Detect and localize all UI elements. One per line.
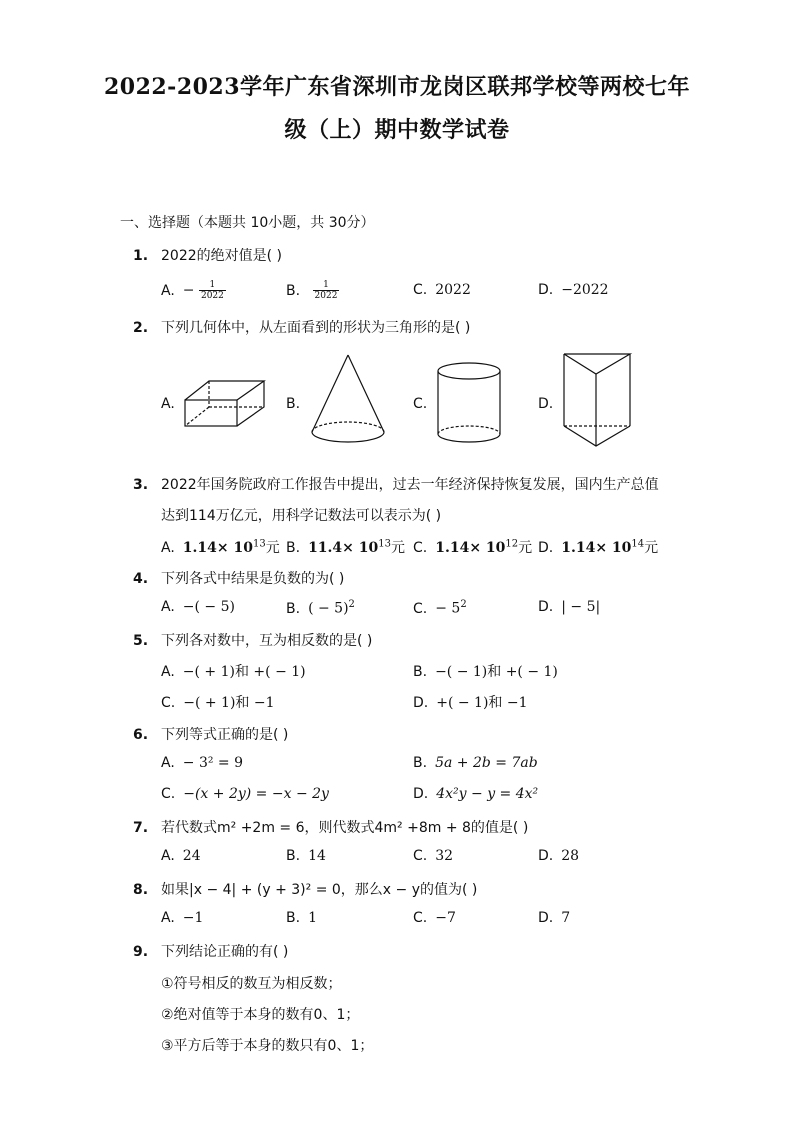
option-d: D. $1.14\times 10^{14}$元	[538, 538, 659, 556]
option-c: C. $1.14\times 10^{12}$元	[413, 538, 533, 556]
option-d: D. −2022	[538, 282, 609, 298]
option-b: B. −( − 1)和 +( − 1)	[413, 664, 558, 680]
option-b: B. 14	[286, 848, 326, 864]
question-2: 2. 下列几何体中，从左面看到的形状为三角形的是( )	[133, 320, 471, 336]
option-c: C. −7	[413, 910, 456, 926]
option-c: C. −( + 1)和 −1	[161, 695, 275, 711]
option-d: D.	[538, 396, 554, 412]
option-b: B. $\frac{1}{2022}$	[286, 280, 338, 301]
option-b: B. ( − 5)$^2$	[286, 599, 355, 617]
question-stem: 2022的绝对值是( )	[161, 248, 283, 264]
option-c: C.	[413, 396, 428, 412]
option-c: C. − $5^2$	[413, 599, 467, 617]
page-title-line2: 级（上）期中数学试卷	[284, 117, 510, 143]
question-3-stem-line2: 达到114万亿元，用科学记数法可以表示为( )	[161, 508, 442, 524]
option-a: A. − $\frac{1}{2022}$	[161, 280, 224, 301]
option-b: B. 5a + 2b = 7ab	[413, 755, 538, 771]
question-5: 5. 下列各对数中，互为相反数的是( )	[133, 633, 373, 649]
option-d: D. 7	[538, 910, 571, 926]
option-d: D. 4x²y − y = 4x²	[413, 786, 539, 802]
question-9: 9. 下列结论正确的有( )	[133, 944, 289, 960]
option-d: D. | − 5|	[538, 599, 601, 615]
statement-3: ③平方后等于本身的数只有0、1；	[161, 1038, 374, 1054]
option-a: A. −( + 1)和 +( − 1)	[161, 664, 306, 680]
option-d: D. +( − 1)和 −1	[413, 695, 528, 711]
option-d: D. 28	[538, 848, 580, 864]
option-b: B. $11.4\times 10^{13}$元	[286, 538, 405, 556]
statement-2: ②绝对值等于本身的数有0、1；	[161, 1007, 360, 1023]
option-b: B. 1	[286, 910, 317, 926]
option-a: A. −1	[161, 910, 204, 926]
section-header: 一、选择题（本题共 10小题，共 30分）	[120, 215, 375, 231]
option-a: A. −( − 5)	[161, 599, 235, 615]
cuboid-figure	[182, 378, 268, 430]
option-c: C. 32	[413, 848, 454, 864]
question-1	[133, 245, 282, 265]
option-c: C. −(x + 2y) = −x − 2y	[161, 786, 329, 802]
question-8: 8. 如果|x − 4| + (y + 3)² = 0，那么x − y的值为( )	[133, 882, 478, 898]
fraction: $\frac{1}{2022}$	[314, 280, 338, 301]
question-number: 1.	[133, 248, 149, 264]
question-6: 6. 下列等式正确的是( )	[133, 727, 289, 743]
question-3: 3. 2022年国务院政府工作报告中提出，过去一年经济保持恢复发展，国内生产总值	[133, 477, 659, 493]
fraction: $\frac{1}{2022}$	[200, 280, 224, 301]
page-title-line1: 2022-2023学年广东省深圳市龙岗区联邦学校等两校七年	[103, 74, 691, 100]
question-7: 7. 若代数式m² +2m = 6，则代数式4m² +8m + 8的值是( )	[133, 820, 529, 836]
cone-figure	[308, 352, 388, 446]
option-a: A. 24	[161, 848, 201, 864]
option-a: A.	[161, 396, 175, 412]
option-b: B.	[286, 396, 301, 412]
option-a: A. $1.14\times 10^{13}$元	[161, 538, 280, 556]
option-a: A. − 3² = 9	[161, 755, 244, 771]
triangular-prism-figure	[560, 350, 636, 450]
cylinder-figure	[434, 360, 504, 446]
question-4: 4. 下列各式中结果是负数的为( )	[133, 571, 345, 587]
option-c: C. 2022	[413, 282, 471, 298]
statement-1: ①符号相反的数互为相反数；	[161, 976, 342, 992]
